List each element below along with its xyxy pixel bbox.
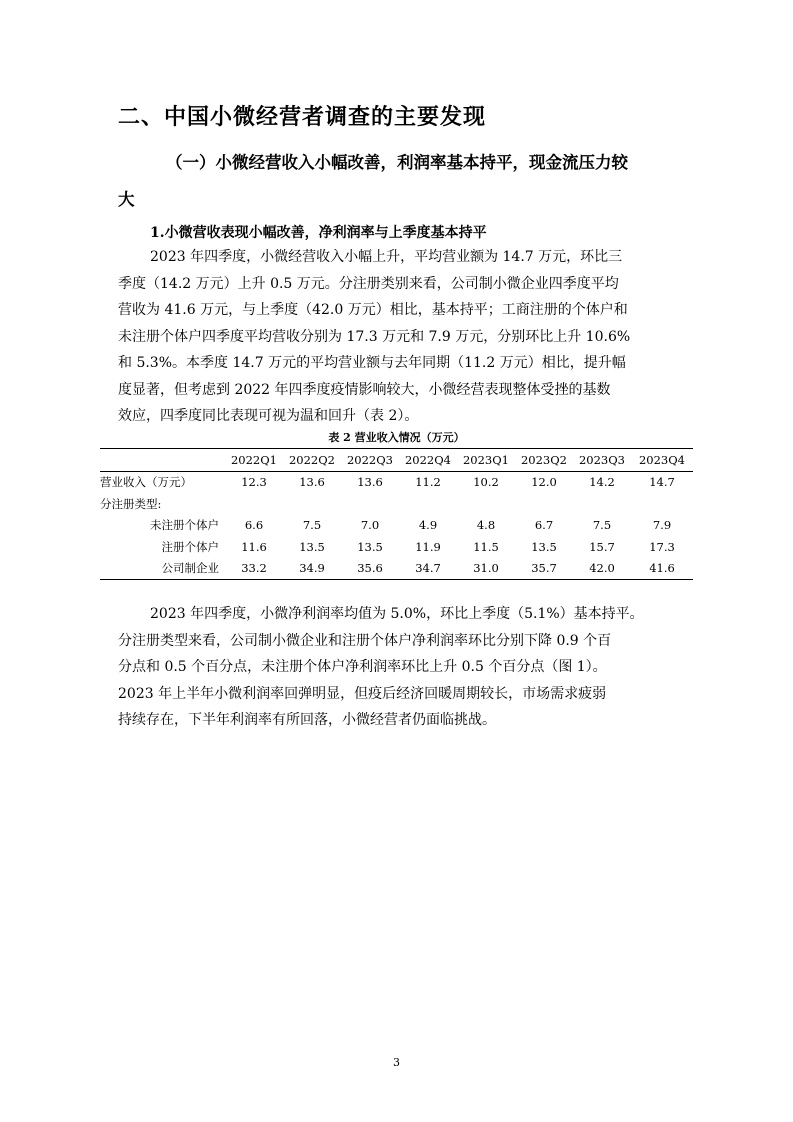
table-cell: 13.5 [357,539,383,554]
paragraph-line: 度显著，但考虑到 2022 年四季度疫情影响较大，小微经营表现整体受挫的基数 [118,381,611,398]
paragraph-line: 2023 年四季度，小微净利润率均值为 5.0%，环比上季度（5.1%）基本持平。 [150,606,644,622]
table-cell: 17.3 [649,539,675,554]
subheading: 1.小微营收表现小幅改善，净利润率与上季度基本持平 [150,225,487,241]
table-cell: 12.0 [531,475,557,490]
table-cell: 7.9 [652,518,672,533]
page-number: 3 [393,1056,400,1069]
table-cell [283,493,341,515]
table-caption: 表 2 营业收入情况（万元） [328,431,465,444]
table-row [100,558,693,580]
table-cell: 34.9 [283,558,341,580]
table-cell [399,493,457,515]
subsection-title-line2: 大 [118,190,135,209]
table-row [100,493,693,515]
table-header-cell: 2022Q2 [283,449,341,472]
section-title: 二、中国小微经营者调查的主要发现 [118,104,487,130]
table-cell: 7.5 [592,518,612,533]
table-cell: 4.8 [476,518,496,533]
row-label: 分注册类型: [100,496,162,511]
table-header-row [100,449,693,472]
table-cell: 10.2 [473,475,499,490]
table-cell [225,493,283,515]
paragraph-2 [118,601,678,734]
table-cell: 42.0 [573,558,631,580]
table-cell: 11.9 [415,539,441,554]
table-cell: 13.6 [357,475,383,490]
paragraph-line: 季度（14.2 万元）上升 0.5 万元。分注册类别来看，公司制小微企业四季度平均 [118,275,619,292]
table-header-cell: 2023Q1 [457,449,515,472]
paragraph-line: 分注册类型来看，公司制小微企业和注册个体户净利润率环比分别下降 0.9 个百 [118,632,612,649]
table-cell: 15.7 [589,539,615,554]
table-cell [341,493,399,515]
revenue-table [100,448,693,580]
paragraph-line: 未注册个体户四季度平均营收分别为 17.3 万元和 7.9 万元，分别环比上升 10.6% [118,328,631,345]
table-cell [515,493,573,515]
table-cell: 33.2 [225,558,283,580]
paragraph-line: 持续存在，下半年利润率有所回落，小微经营者仍面临挑战。 [118,712,496,728]
table-header-cell: 2023Q4 [631,449,693,472]
table-cell: 41.6 [631,558,693,580]
table-cell: 13.6 [299,475,325,490]
table-cell: 11.2 [415,475,441,490]
paragraph-line: 2023 年四季度，小微经营收入小幅上升，平均营业额为 14.7 万元，环比三 [150,249,623,265]
table-header-cell: 2023Q3 [573,449,631,472]
row-label: 公司制企业 [100,558,225,580]
table-header-cell [100,449,225,472]
paragraph-line: 分点和 0.5 个百分点，未注册个体户净利润率环比上升 0.5 个百分点（图 1）。 [118,659,607,675]
paragraph-1 [118,244,678,430]
table-cell: 13.5 [299,539,325,554]
paragraph-line: 2023 年上半年小微利润率回弹明显，但疫后经济回暖周期较长，市场需求疲弱 [118,685,607,702]
row-label: 未注册个体户 [150,518,219,533]
table-cell: 6.6 [244,518,264,533]
table-cell: 6.7 [534,518,554,533]
table-header-cell: 2022Q3 [341,449,399,472]
table-header-cell: 2022Q1 [225,449,283,472]
table-header-cell: 2023Q2 [515,449,573,472]
table-cell: 4.9 [418,518,438,533]
table-cell: 35.7 [515,558,573,580]
table-cell: 13.5 [531,539,557,554]
table-row [100,471,693,493]
table-header-cell: 2022Q4 [399,449,457,472]
paragraph-line: 和 5.3%。本季度 14.7 万元的平均营业额与去年同期（11.2 万元）相比，提升幅 [118,355,626,371]
table-cell [573,493,631,515]
table-cell: 7.0 [360,518,380,533]
table-cell: 11.6 [241,539,267,554]
row-label: 注册个体户 [161,539,219,554]
table-cell: 34.7 [399,558,457,580]
table-cell: 11.5 [473,539,499,554]
paragraph-line: 效应，四季度同比表现可视为温和回升（表 2）。 [118,408,419,424]
table-cell: 7.5 [302,518,322,533]
table-cell: 31.0 [457,558,515,580]
table-row [100,536,693,558]
table-cell [457,493,515,515]
subsection-title-line1: （一）小微经营收入小幅改善，利润率基本持平，现金流压力较 [166,153,628,172]
paragraph-line: 营收为 41.6 万元，与上季度（42.0 万元）相比，基本持平；工商注册的个体户和 [118,302,628,318]
table-cell: 35.6 [341,558,399,580]
table-row [100,515,693,537]
table-cell [631,493,693,515]
table-cell: 14.2 [589,475,615,490]
table-cell: 14.7 [649,475,675,490]
row-label: 营业收入（万元） [100,475,192,490]
table-cell: 12.3 [241,475,267,490]
